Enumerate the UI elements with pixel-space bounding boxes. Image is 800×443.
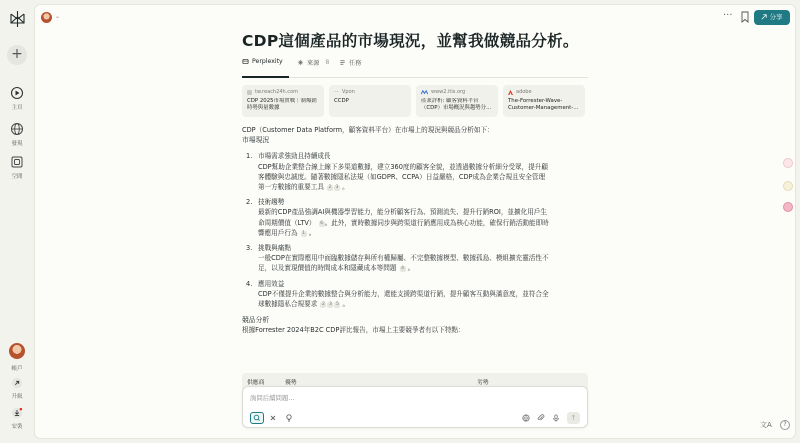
spaces-icon [10,155,24,169]
competitor-intro: 根據Forrester 2024年B2C CDP評比報告，市場上主要競爭者有以下特點： [242,326,465,335]
new-thread-button[interactable]: + [7,45,27,65]
home-icon [10,86,24,100]
list-item-text: CDP幫助企業整合線上線下多渠道數據，建立360度的顧客全貌，並透過數據分析細分受眾，提升顧 [258,162,548,171]
tab-label: 任務 [349,60,362,67]
sidebar-item-discover[interactable] [0,122,34,147]
tab-tasks[interactable] [339,58,361,67]
globe-icon [10,122,24,136]
table-header-cell: 優勢 [285,380,297,386]
section-heading-market: 市場現況 [242,136,270,145]
list-item-text: 球數據隱私合規要求 [258,300,318,309]
source-domain: tw.reach24h.com [255,89,298,95]
extension-avatar-icon[interactable] [783,202,793,212]
list-number: 3. [246,244,253,253]
list-item: 1. 市場需求強勁且持續成長 CDP幫助企業整合線上線下多渠道數據，建立360度的顧客全貌，並透過數據分析細分受眾，提升顧 客體驗與忠誠度。隨著數據隱私法規（如GDPR、CCPA）日益嚴格，CDP成為企業合規且安全管理 第一方數據的重要工具 2 3 。 [242,151,588,192]
globe-icon[interactable] [522,414,530,422]
attachment-icon[interactable] [537,414,545,422]
citation-badge[interactable]: 5 [336,302,339,308]
source-domain: adobe [516,89,532,95]
list-item-text: 最新的CDP產品強調AI與機器學習能力，能分析顧客行為、預測流失、提升行銷ROI，並擴化用戶生 [258,208,547,217]
user-avatar[interactable] [41,12,52,23]
page-title: CDP這個產品的市場現況，並幫我做競品分析。 [242,32,579,50]
main-panel [34,4,796,439]
list-item-text: 足，以及實現價值的時間成本和隱藏成本等問題 [258,264,397,273]
list-item-text: 第一方數據的重要工具 [258,183,324,192]
citation-badge[interactable]: 2 [328,185,332,191]
research-mode-button[interactable] [266,412,280,424]
source-card[interactable] [242,85,324,117]
dash-icon: — [334,89,339,95]
share-label: 分享 [769,13,783,21]
answer-intro: CDP（Customer Data Platform，顧客資料平台）在市場上的現況與競品分析如下： [242,126,494,134]
share-icon [761,14,767,20]
list-item-heading: 技術趨勢 [258,198,285,207]
list-item-text: CDP不僅提升企業的數據整合與分析能力，還能支援跨渠道行銷，提升顧客互動與滿意度，並符合全 [258,289,549,298]
tab-label: 來源 [307,60,320,67]
list-item-text: 響應用戶行為 [258,228,298,237]
citation-badge[interactable]: 4 [401,266,404,272]
sidebar-item-label: 發現 [11,141,23,147]
active-tab-indicator [242,76,289,78]
account-label-wrap [0,361,34,372]
source-domain: Vpon [342,89,355,95]
citation-badge[interactable]: 3 [329,302,332,308]
source-count: 8 [325,59,330,66]
source-title: CDP 2025市場實戰｜制爆銷 [247,98,317,104]
mode-selector [250,412,296,424]
language-icon[interactable]: 文A [760,421,772,429]
share-button[interactable] [754,10,790,25]
input-actions [522,412,580,424]
left-rail [0,0,34,443]
follow-up-box [242,386,588,428]
download-icon [11,407,23,419]
source-card[interactable] [416,85,498,117]
upgrade-button[interactable] [0,377,34,400]
tab-sources[interactable] [297,58,329,67]
list-item-heading: 挑戰與痛點 [258,244,291,253]
perplexity-logo[interactable] [9,10,26,28]
list-item-text: 。此外，實時數據同步與跨渠道行銷應用成為核心功能，確保行銷活動能即時 [324,218,549,227]
source-title: CCDP [334,98,349,104]
install-button[interactable] [0,407,34,430]
itri-logo-icon [421,90,428,95]
tasks-icon [339,59,346,66]
avatar[interactable] [9,343,25,359]
list-item-text: 命周期價值（LTV） [258,218,316,227]
source-title: The-Forrester-Wave- [508,98,563,104]
source-card[interactable] [503,85,585,117]
labs-mode-button[interactable] [282,412,296,424]
arrow-up-right-icon [11,377,23,389]
microphone-icon[interactable] [552,414,560,422]
market-list [242,151,588,309]
install-label: 安裝 [11,424,23,430]
research-icon [266,412,280,424]
sidebar-item-label: 空間 [11,174,23,180]
sources-icon [297,59,304,66]
account-label: 帳戶 [11,366,23,372]
more-options-icon[interactable]: ··· [723,10,733,21]
lightbulb-icon [282,412,296,424]
table-header-cell: 供應商 [247,380,265,386]
source-title: 產業評析: 顧客資料平台 [421,98,479,104]
help-icon[interactable]: ? [780,420,790,430]
list-number: 4. [246,279,253,288]
list-item: 3. 挑戰與痛點 一般CDP在實際應用中面臨數據儲存與所有權歸屬、不完整數據模型、數據孤島、模組擴充靈活性不 足，以及實現價值的時間成本和隱藏成本等問題 4 。 [242,243,588,274]
list-item-text: 客體驗與忠誠度。隨著數據隱私法規（如GDPR、CCPA）日益嚴格，CDP成為企業合規且安全管理 [258,172,546,181]
arrow-up-icon: ↑ [570,414,577,422]
source-title-line2: 時勢與量數據 [247,105,280,111]
site-favicon-icon [247,90,252,95]
source-title-line2: Customer-Management-... [508,105,579,111]
upgrade-label: 升級 [11,394,23,400]
chevron-down-icon[interactable]: ⌄ [55,13,61,20]
answer-content [242,125,588,336]
source-title-line2: （CDP）市場概況與趨勢分... [421,105,492,111]
list-item: 4. 應用效益 CDP不僅提升企業的數據整合與分析能力，還能支援跨渠道行銷，提升顧客互動與滿意度，並符合全 球數據隱私合規要求 2 3 5 。 [242,279,588,310]
submit-button[interactable] [567,412,580,424]
list-number: 2. [246,198,253,207]
sidebar-item-spaces[interactable] [0,155,34,180]
tab-perplexity[interactable] [242,58,283,65]
thread-tabs [242,58,588,78]
list-item: 2. 技術趨勢 最新的CDP產品強調AI與機器學習能力，能分析顧客行為、預測流失、提升行銷ROI，並擴化用戶生 命周期價值（LTV） 6 。此外，實時數據同步與跨渠道行銷應用成為核心功能，確保行銷活動能即時 響應用戶行為 1 。 [242,197,588,238]
sidebar-item-home[interactable] [0,86,34,111]
citation-badge[interactable]: 3 [335,185,339,191]
adobe-logo-icon [508,90,513,95]
list-item-heading: 應用效益 [258,279,285,288]
perplexity-icon [242,58,249,65]
follow-up-input[interactable] [250,392,550,404]
source-domain: www2.itis.org [431,89,466,95]
search-mode-button[interactable] [250,412,264,424]
section-heading-competitors: 競品分析 [242,316,270,325]
list-number: 1. [246,152,253,161]
sidebar-item-label: 主頁 [11,105,23,111]
tab-label: Perplexity [252,58,283,65]
source-card[interactable] [329,85,411,117]
citation-badge[interactable]: 2 [322,302,325,308]
bookmark-icon[interactable] [740,11,750,23]
list-item-heading: 市場需求強勁且持續成長 [258,152,331,161]
table-header-cell: 劣勢 [477,380,489,386]
search-icon [251,413,263,423]
list-item-text: 一般CDP在實際應用中面臨數據儲存與所有權歸屬、不完整數據模型、數據孤島、模組擴充靈活性不 [258,254,549,263]
citation-badge[interactable]: 6 [320,220,323,226]
extension-pink-icon[interactable] [783,158,793,168]
citation-badge[interactable]: 1 [302,230,306,236]
extension-yellow-icon[interactable] [783,181,793,191]
